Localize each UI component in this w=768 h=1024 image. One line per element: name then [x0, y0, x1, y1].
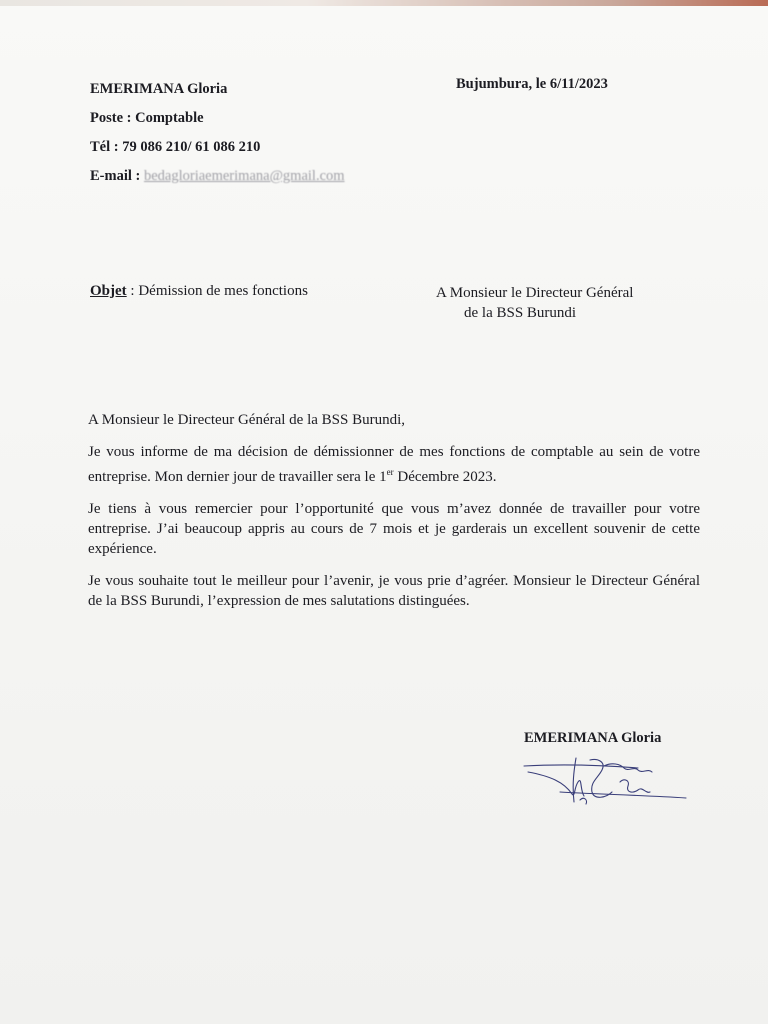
scan-edge: [0, 0, 768, 6]
paragraph-2: Je tiens à vous remercier pour l’opportunité que vous m’avez donnée de travailler pour votre entreprise. J’ai beaucoup appris au cours de 7 mois et je garderais un excellent souvenir de cette expérience.: [88, 501, 700, 557]
email-value: bedagloriaemerimana@gmail.com: [143, 168, 345, 184]
addressee-block: [436, 283, 633, 323]
paragraph-1-text: Je vous informe de ma décision de démissionner de mes fonctions de comptable au sein de votre entreprise. Mon dernier jour de travailler sera le 1: [88, 444, 700, 485]
place-date: Bujumbura, le 6/11/2023: [456, 76, 608, 92]
addressee-line-2: de la BSS Burundi: [464, 305, 577, 321]
signer-name: EMERIMANA Gloria: [524, 730, 662, 746]
sender-poste: Poste : Comptable: [90, 110, 204, 126]
addressee-line-1: A Monsieur le Directeur Général: [436, 285, 634, 301]
subject-label: Objet: [90, 283, 127, 299]
sender-block: [90, 75, 345, 191]
sender-email: [90, 162, 345, 191]
paragraph-1: [88, 442, 700, 487]
ordinal-suffix: er: [386, 467, 394, 477]
subject-text: : Démission de mes fonctions: [126, 283, 308, 299]
sender-tel: Tél : 79 086 210/ 61 086 210: [90, 139, 261, 155]
handwritten-signature: [520, 752, 690, 806]
subject-line: [90, 283, 308, 300]
letter-body: [88, 410, 700, 623]
salutation: A Monsieur le Directeur Général de la BSS Burundi,: [88, 412, 406, 428]
paragraph-1-end: Décembre 2023.: [393, 469, 497, 485]
sender-name: EMERIMANA Gloria: [90, 81, 228, 97]
email-label: E-mail :: [90, 168, 144, 184]
paragraph-3: Je vous souhaite tout le meilleur pour l’avenir, je vous prie d’agréer. Monsieur le Directeur Général de la BSS Burundi, l’expression de mes salutations distinguées.: [88, 573, 700, 609]
